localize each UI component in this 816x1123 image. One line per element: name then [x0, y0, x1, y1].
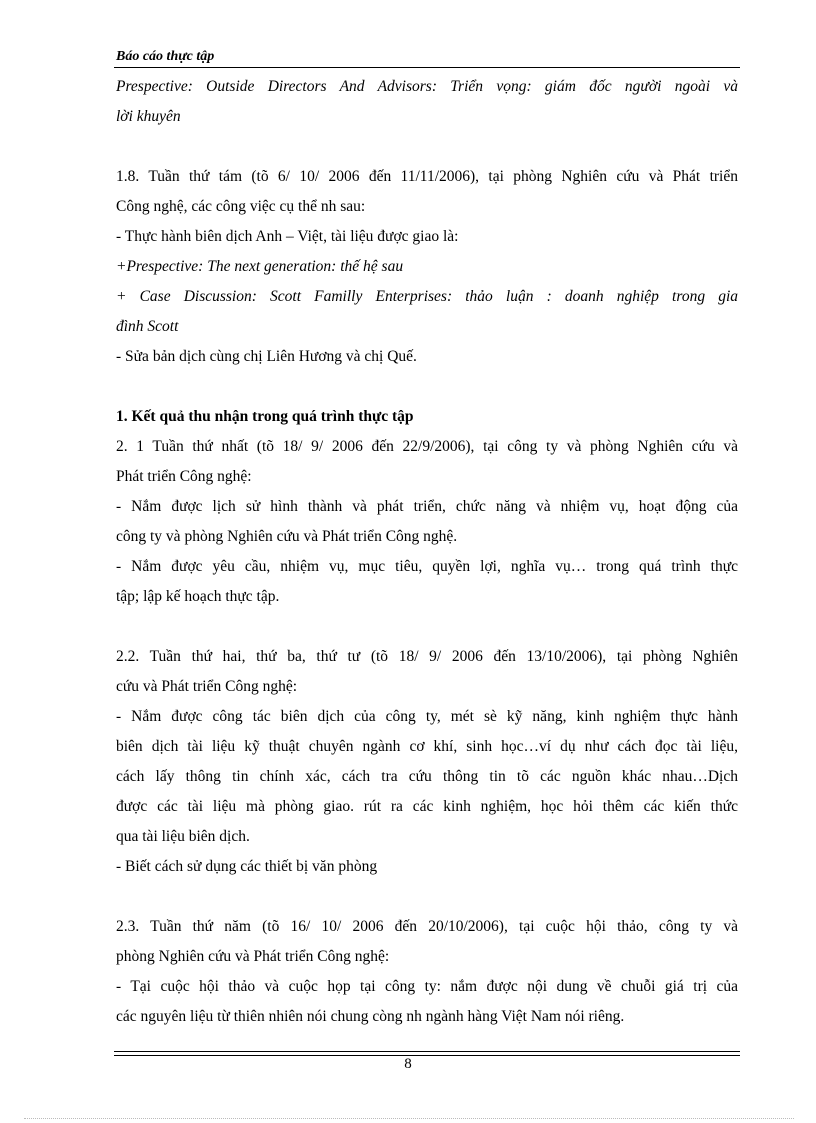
text-line: các nguyên liệu từ thiên nhiên nói chung còng nh ngành hàng Việt Nam nói riêng. [116, 1008, 625, 1025]
text-line: Prespective: Outside Directors And Advisors: Triển vọng: giám đốc người ngoài và [116, 78, 738, 95]
text-line: 2.2. Tuần thứ hai, thứ ba, thứ tư (tõ 18/ 9/ 2006 đến 13/10/2006), tại phòng Nghiên [116, 648, 738, 665]
text-line: - Sửa bản dịch cùng chị Liên Hương và chị Quế. [116, 348, 417, 365]
text-line: đình Scott [116, 318, 179, 335]
text-line: Phát triển Công nghệ: [116, 468, 252, 485]
text-line: biên dịch tài liệu kỹ thuật chuyên ngành cơ khí, sinh học…ví dụ như cách đọc tài liệu, [116, 738, 738, 755]
text-line: - Biết cách sử dụng các thiết bị văn phòng [116, 858, 378, 875]
spacer [116, 612, 738, 642]
text-line: cứu và Phát triển Công nghệ: [116, 678, 298, 695]
text-line: - Nắm được công tác biên dịch của công ty, mét sè kỹ năng, kinh nghiệm thực hành [116, 708, 738, 725]
spacer [116, 132, 738, 162]
text-line: tập; lập kế hoạch thực tập. [116, 588, 280, 605]
text-line: 2. 1 Tuần thứ nhất (tõ 18/ 9/ 2006 đến 22/9/2006), tại công ty và phòng Nghiên cứu và [116, 438, 738, 455]
section-heading: 1. Kết quả thu nhận trong quá trình thực tập [116, 408, 414, 425]
spacer [116, 882, 738, 912]
text-line: - Nắm được lịch sử hình thành và phát triển, chức năng và nhiệm vụ, hoạt động của [116, 498, 738, 515]
text-line: 1.8. Tuần thứ tám (tõ 6/ 10/ 2006 đến 11/11/2006), tại phòng Nghiên cứu và Phát triển [116, 168, 738, 185]
document-body [116, 72, 738, 1032]
text-line: Công nghệ, các công việc cụ thể nh sau: [116, 198, 366, 215]
text-line: công ty và phòng Nghiên cứu và Phát triển Công nghệ. [116, 528, 458, 545]
page-border [24, 1118, 794, 1119]
header-rule [114, 67, 740, 68]
text-line: - Tại cuộc hội thảo và cuộc họp tại công ty: nắm được nội dung về chuỗi giá trị của [116, 978, 738, 995]
footer-rule [114, 1051, 740, 1052]
header-title: Báo cáo thực tập [116, 49, 215, 64]
text-line: 2.3. Tuần thứ năm (tõ 16/ 10/ 2006 đến 20/10/2006), tại cuộc hội thảo, công ty và [116, 918, 738, 935]
text-line: qua tài liệu biên dịch. [116, 828, 250, 845]
page-number: 8 [404, 1056, 412, 1072]
text-line: - Thực hành biên dịch Anh – Việt, tài liệu được giao là: [116, 228, 459, 245]
text-line: +Prespective: The next generation: thế hệ sau [116, 258, 404, 275]
spacer [116, 372, 738, 402]
text-line: - Nắm được yêu cầu, nhiệm vụ, mục tiêu, quyền lợi, nghĩa vụ… trong quá trình thực [116, 558, 738, 575]
text-line: + Case Discussion: Scott Familly Enterprises: thảo luận : doanh nghiệp trong gia [116, 288, 738, 305]
text-line: được các tài liệu mà phòng giao. rút ra các kinh nghiệm, học hỏi thêm các kiến thức [116, 798, 738, 815]
text-line: phòng Nghiên cứu và Phát triển Công nghệ: [116, 948, 390, 965]
text-line: cách lấy thông tin chính xác, cách tra cứu thông tin tõ các nguồn khác nhau…Dịch [116, 768, 738, 785]
text-line: lời khuyên [116, 108, 181, 125]
